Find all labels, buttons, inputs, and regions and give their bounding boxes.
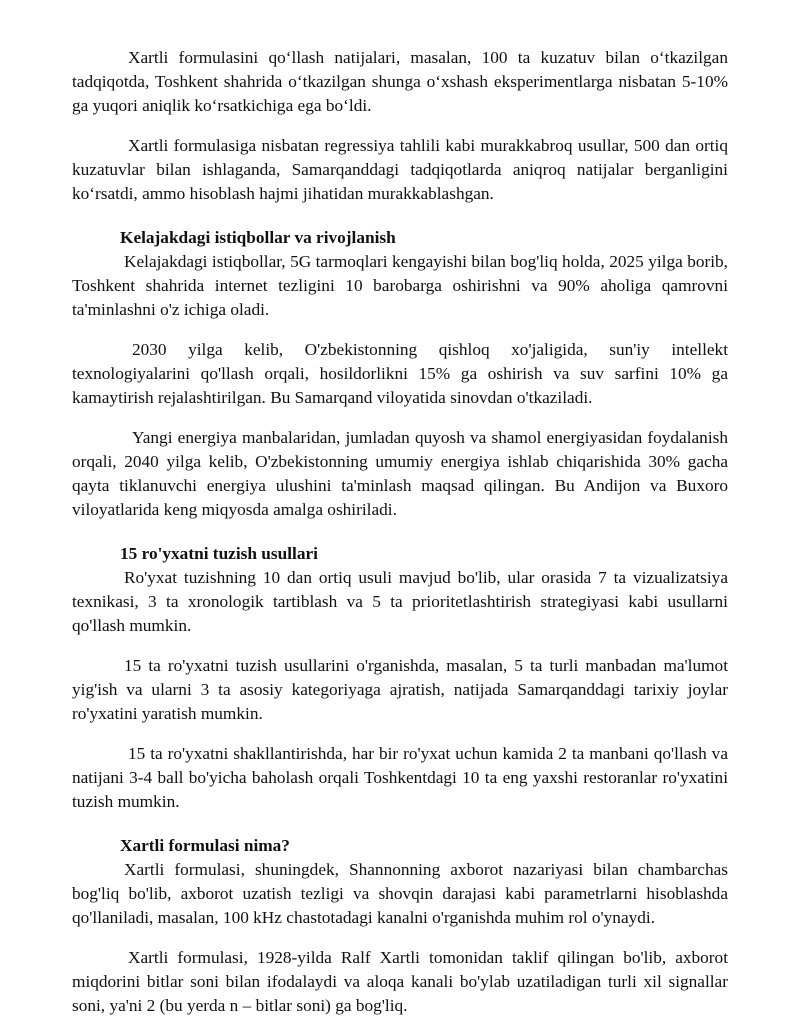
paragraph-regression-comparison: Xartli formulasiga nisbatan regressiya tahlili kabi murakkabroq usullar, 500 dan ortiq kuzatuvlar bilan ishlaganda, Samarqanddagi tadqiqotlarda aniqroq natijalar berganligini ko‘rsatdi, ammo hisoblash hajmi jihatidan murakkablashgan. — [72, 136, 728, 203]
heading-future-prospects: Kelajakdagi istiqbollar va rivojlanish — [120, 228, 396, 247]
paragraph-hartley-definition: Xartli formulasi, 1928-yilda Ralf Xartli tomonidan taklif qilingan bo'lib, axborot miqdorini bitlar soni bilan ifodalaydi va aloqa kanali bo'ylab uzatiladigan turli xil signallar soni, ya'ni 2 (bu yerda n – bitlar soni) ga bog'liq. — [72, 948, 728, 1015]
heading-hartley-formula: Xartli formulasi nima? — [120, 836, 290, 855]
paragraph-ai-agriculture: 2030 yilga kelib, O'zbekistonning qishloq xo'jaligida, sun'iy intellekt texnologiyalarini qo'llash orqali, hosildorlikni 15% ga oshirish va suv sarfini 10% ga kamaytirish rejalashtirilgan. Bu Samarqand viloyatida sinovdan o'tkaziladi. — [72, 340, 728, 407]
paragraph-5g-prospects: Kelajakdagi istiqbollar, 5G tarmoqlari kengayishi bilan bog'liq holda, 2025 yilga borib, Toshkent shahrida internet tezligini 10 barobarga oshirishni va 90% aholiga qamrovni ta'minlashni o'z ichiga oladi. — [72, 252, 728, 319]
paragraph-hartley-shannon: Xartli formulasi, shuningdek, Shannonning axborot nazariyasi bilan chambarchas bog'liq bo'lib, axborot uzatish tezligi va shovqin darajasi kabi parametrlarni hisoblashda qo'llaniladi, masalan, 100 kHz chastotadagi kanalni o'rganishda muhim rol o'ynaydi. — [72, 860, 728, 927]
paragraph-hartley-results: Xartli formulasini qo‘llash natijalari, masalan, 100 ta kuzatuv bilan o‘tkazilgan tadqiqotda, Toshkent shahrida o‘tkazilgan shunga o‘xshash eksperimentlarga nisbatan 5-10% ga yuqori aniqlik ko‘rsatkichiga ega bo‘ldi. — [72, 48, 728, 115]
paragraph-renewable-energy: Yangi energiya manbalaridan, jumladan quyosh va shamol energiyasidan foydalanish orqali, 2040 yilga kelib, O'zbekistonning umumiy energiya ishlab chiqarishida 30% gacha qayta tiklanuvchi energiya ulushini ta'minlash maqsad qilingan. Bu Andijon va Buxoro viloyatlarida keng miqyosda amalga oshiriladi. — [72, 428, 728, 519]
paragraph-list-forming: 15 ta ro'yxatni shakllantirishda, har bir ro'yxat uchun kamida 2 ta manbani qo'llash va natijani 3-4 ball bo'yicha baholash orqali Toshkentdagi 10 ta eng yaxshi restoranlar ro'yxatini tuzish mumkin. — [72, 744, 728, 811]
paragraph-list-techniques: Ro'yxat tuzishning 10 dan ortiq usuli mavjud bo'lib, ular orasida 7 ta vizualizatsiya texnikasi, 3 ta xronologik tartiblash va 5 ta prioritetlashtirish strategiyasi kabi usullarni qo'llash mumkin. — [72, 568, 728, 635]
heading-list-methods: 15 ro'yxatni tuzish usullari — [120, 544, 318, 563]
paragraph-list-study: 15 ta ro'yxatni tuzish usullarini o'rganishda, masalan, 5 ta turli manbadan ma'lumot yig'ish va ularni 3 ta asosiy kategoriyaga ajratish, natijada Samarqanddagi tarixiy joylar ro'yxatini yaratish mumkin. — [72, 656, 728, 723]
